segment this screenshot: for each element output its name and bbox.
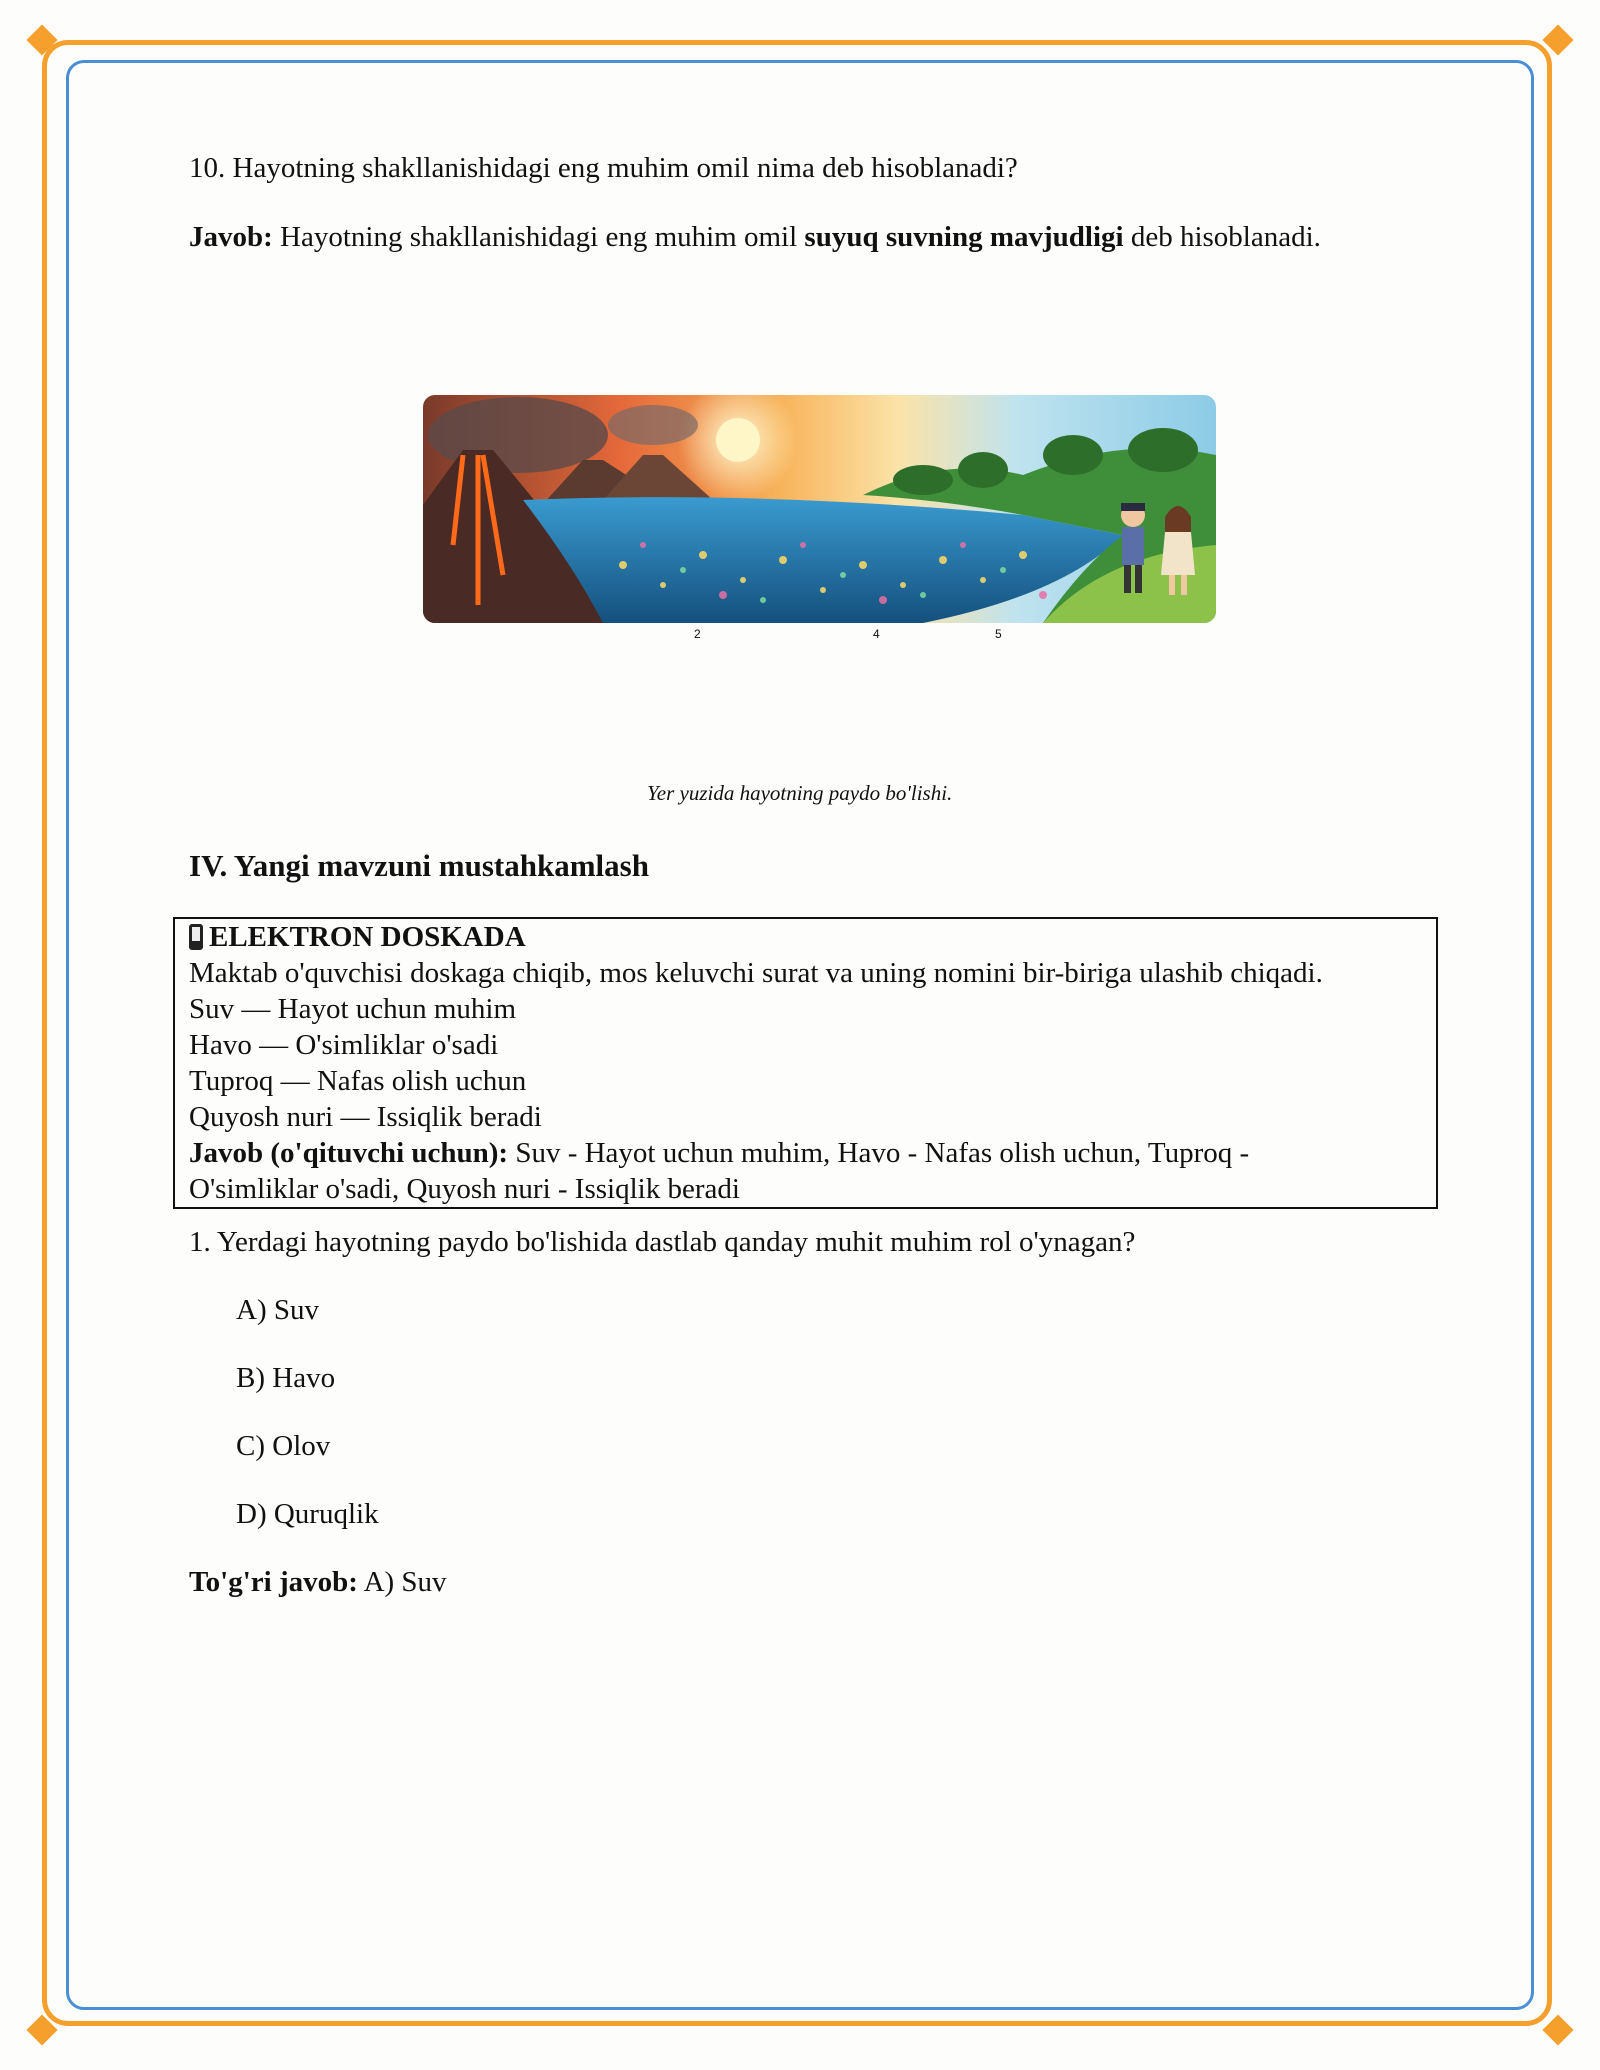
answer-label: Javob: [189,221,273,253]
correct-answer-value: A) Suv [357,1566,447,1598]
board-pair: Quyosh nuri — Issiqlik beradi [189,1101,542,1133]
quiz-question: 1. Yerdagi hayotning paydo bo'lishida dastlab qanday muhit muhim rol o'ynagan? [189,1226,1136,1258]
question-10: 10. Hayotning shakllanishidagi eng muhim omil nima deb hisoblanadi? [189,152,1018,184]
board-instruction: Maktab o'quvchisi doskaga chiqib, mos keluvchi surat va uning nomini bir-biriga ulashib chiqadi. [189,957,1323,989]
board-pair: Tuproq — Nafas olish uchun [189,1065,527,1097]
figure-tick-label-2: 2 [694,627,701,641]
corner-diamond-bottom-right [1542,2014,1573,2045]
mobile-phone-icon [189,924,203,950]
figure-caption: Yer yuzida hayotning paydo bo'lishi. [647,781,953,805]
answer-text-pre: Hayotning shakllanishidagi eng muhim omil [272,221,805,253]
board-pair: Suv — Hayot uchun muhim [189,993,517,1025]
figure-tick-label-4: 4 [873,627,880,641]
figure-tick-label-5: 5 [995,627,1002,641]
section-heading: IV. Yangi mavzuni mustahkamlash [189,848,649,883]
board-pair: Havo — O'simliklar o'sadi [189,1029,499,1061]
question-10-answer [189,219,1321,255]
quiz-correct-answer [189,1564,447,1600]
board-answer-label: Javob (o'qituvchi uchun): [189,1137,509,1169]
board-title [189,919,1422,955]
answer-highlight: suyuq suvning mavjudligi [804,221,1124,253]
answer-text-post: deb hisoblanadi. [1123,221,1321,253]
board-answer-continued: O'simliklar o'sadi, Quyosh nuri - Issiqlik beradi [189,1173,740,1205]
quiz-option-c: C) Olov [236,1430,331,1462]
board-answer-text: Suv - Hayot uchun muhim, Havo - Nafas olish uchun, Tuproq - [508,1137,1250,1169]
electronic-board-box [173,917,1438,1209]
correct-answer-label: To'g'ri javob: [189,1566,358,1598]
board-answer [189,1135,1422,1171]
quiz-option-d: D) Quruqlik [236,1498,379,1530]
quiz-option-a: A) Suv [236,1294,319,1326]
quiz-option-b: B) Havo [236,1362,336,1394]
board-title-text: ELEKTRON DOSKADA [209,921,526,953]
early-earth-life-illustration [423,395,1216,623]
